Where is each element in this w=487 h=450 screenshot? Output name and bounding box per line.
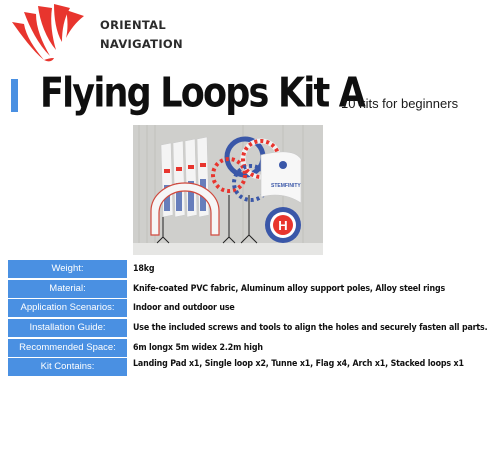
spec-row-installation: [0, 319, 487, 339]
tunnel-brand-text: STEMFINITY: [271, 183, 301, 189]
spec-value: 6m longx 5m widex 2.2m high: [133, 343, 263, 353]
brand-name: [100, 16, 183, 54]
spec-value: Landing Pad x1, Single loop x2, Tunne x1, Flag x4, Arch x1, Stacked loops x1: [133, 359, 464, 369]
brand-line-2: NAVIGATION: [100, 37, 183, 51]
title-accent-bar: [11, 79, 18, 112]
spec-row-weight: [0, 260, 450, 280]
brand-line-1: ORIENTAL: [100, 18, 166, 32]
product-photo: [133, 125, 323, 255]
spec-value: Use the included screws and tools to align the holes and securely fasten all parts.: [133, 323, 487, 333]
spec-label: Material:: [8, 280, 127, 298]
spec-label: Installation Guide:: [8, 319, 127, 337]
spec-label: Kit Contains:: [8, 358, 127, 376]
spec-label: Application Scenarios:: [8, 299, 127, 317]
spec-value: Knife-coated PVC fabric, Aluminum alloy support poles, Alloy steel rings: [133, 284, 446, 294]
page-title: Flying Loops Kit A: [40, 70, 365, 118]
spec-row-kit-contains: [0, 358, 464, 378]
spec-row-space: [0, 339, 450, 359]
spec-label: Recommended Space:: [8, 339, 127, 357]
landing-pad-letter: H: [278, 218, 288, 233]
spec-row-material: [0, 280, 450, 300]
spec-label: Weight:: [8, 260, 127, 278]
page-subtitle: 10 kits for beginners: [341, 96, 459, 111]
oriental-navigation-logo: [4, 0, 86, 66]
spec-value: 18kg: [133, 264, 155, 274]
spec-value: Indoor and outdoor use: [133, 303, 235, 313]
spec-row-application: [0, 299, 450, 319]
